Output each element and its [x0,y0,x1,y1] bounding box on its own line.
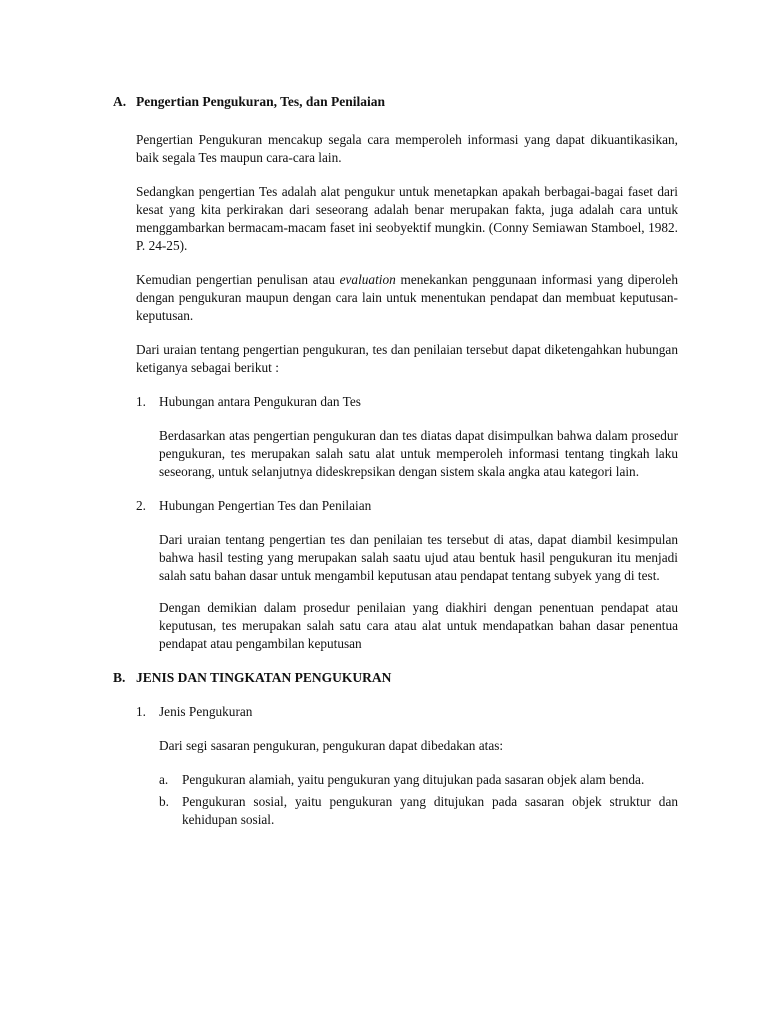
sub-list-item-b [159,793,678,829]
section-a-title: Pengertian Pengukuran, Tes, dan Penilaian [136,94,386,109]
paragraph-penilaian-part2: menekankan penggunaan informasi yang diperoleh dengan pengukuran maupun dengan cara lain untuk menentukan pendapat dan membuat keputusan-keputusan. [136,272,678,323]
sub-list-label: a. [159,772,169,787]
list-item-title: Hubungan antara Pengukuran dan Tes [159,394,361,409]
paragraph-hubungan: Dari uraian tentang pengertian pengukuran, tes dan penilaian tersebut dapat diketengahkan hubungan ketiganya sebagai berikut : [136,342,678,375]
section-a-label: A. [113,94,127,109]
list-item-paragraph: Dari uraian tentang pengertian tes dan penilaian tes tersebut di atas, dapat diambil kesimpulan bahwa hasil testing yang merupakan salah saatu ujud atau bentuk hasil pengukuran itu menjadi salah satu bahan dasar untuk mengambil keputusan atau pendapat tentang subyek yang di test. [159,532,678,583]
paragraph-tes: Sedangkan pengertian Tes adalah alat pengukur untuk menetapkan apakah berbagai-bagai faset dari kesat yang kita perkirakan dari seseorang adalah benar merupakan fakta, juga adalah cara untuk menggambarkan bermacam-macam faset ini seobyektif mungkin. (Conny Semiawan Stamboel, 1982. P. 24-25). [136,184,678,253]
list-item-number: 1. [136,704,146,719]
section-b-heading [113,669,678,687]
sub-list-text: Pengukuran alamiah, yaitu pengukuran yang ditujukan pada sasaran objek alam benda. [182,772,645,787]
sub-list-text: Pengukuran sosial, yaitu pengukuran yang ditujukan pada sasaran objek struktur dan kehidupan sosial. [182,794,678,827]
evaluation-term: evaluation [339,272,396,287]
section-b-label: B. [113,670,126,685]
paragraph-penilaian-part1: Kemudian pengertian penulisan atau [136,272,340,287]
paragraph-sasaran: Dari segi sasaran pengukuran, pengukuran dapat dibedakan atas: [159,738,504,753]
paragraph-pengukuran: Pengertian Pengukuran mencakup segala cara memperoleh informasi yang dapat dikuantikasikan, baik segala Tes maupun cara-cara lain. [136,132,678,165]
section-b-title: JENIS DAN TINGKATAN PENGUKURAN [136,670,392,685]
list-item-jenis-pengukuran [136,703,678,721]
list-item-hubungan-1 [136,393,678,411]
section-a-heading [113,93,678,111]
list-item-hubungan-2 [136,497,678,515]
document-body [113,93,678,829]
list-item-title: Hubungan Pengertian Tes dan Penilaian [159,498,372,513]
list-item-title: Jenis Pengukuran [159,704,253,719]
sub-list-label: b. [159,794,169,809]
list-item-number: 2. [136,498,146,513]
list-item-number: 1. [136,394,146,409]
list-item-paragraph: Dengan demikian dalam prosedur penilaian yang diakhiri dengan penentuan pendapat atau keputusan, tes merupakan salah satu cara atau alat untuk mendapatkan bahan dasar penentua pendapat atau pengambilan keputusan [159,600,678,651]
sub-list-item-a [159,771,678,789]
paragraph-penilaian [136,271,678,325]
list-item-paragraph: Berdasarkan atas pengertian pengukuran dan tes diatas dapat disimpulkan bahwa dalam prosedur pengukuran, tes merupakan salah satu alat untuk memperoleh informasi tentang tingkah laku seseorang, untuk selanjutnya dideskrepsikan dengan sistem skala angka atau kategori lain. [159,428,678,479]
